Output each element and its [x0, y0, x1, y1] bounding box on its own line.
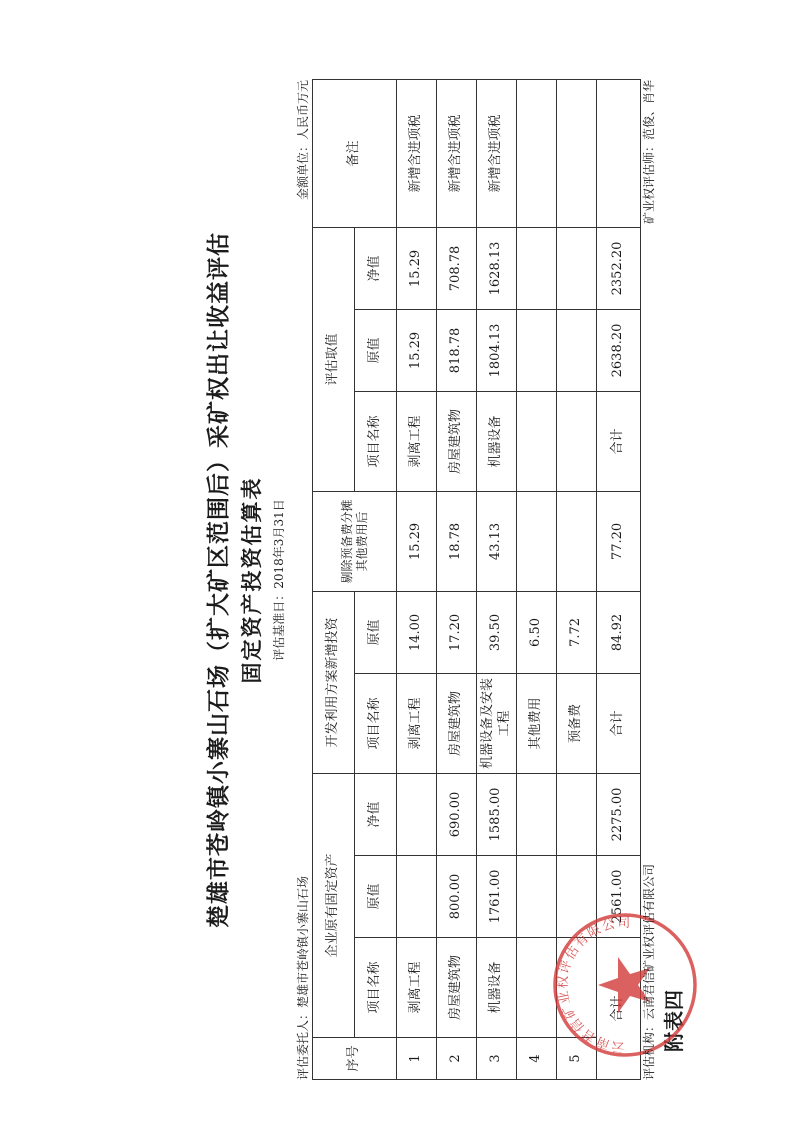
header-deducted-original	[313, 491, 397, 591]
row-ev-net: 1628.13	[477, 227, 517, 309]
document-sheet	[120, 80, 700, 1080]
document-subtitle: 固定资产投资估算表	[239, 476, 264, 684]
row-ev-net	[557, 227, 597, 309]
total-remark	[597, 79, 641, 227]
row-seq: 5	[557, 1038, 597, 1080]
row-ex-net: 690.00	[437, 773, 477, 855]
row-remark	[557, 79, 597, 227]
total-label: 合计	[597, 938, 641, 1080]
table-row	[437, 79, 477, 1079]
row-ev-orig	[517, 309, 557, 391]
header-ex-net: 净值	[355, 773, 397, 855]
row-seq: 1	[397, 1038, 437, 1080]
row-seq: 3	[477, 1038, 517, 1080]
total-ev-label: 合计	[597, 391, 641, 491]
row-ex-name: 房屋建筑物	[437, 938, 477, 1038]
header-ev-net: 净值	[355, 227, 397, 309]
header-ex-name: 项目名称	[355, 938, 397, 1038]
appendix-label: 附表四	[662, 989, 686, 1052]
header-new-investment: 开发利用方案新增投资	[313, 591, 355, 773]
row-ev-name	[557, 391, 597, 491]
total-new-orig: 84.92	[597, 591, 641, 673]
document-title: 楚雄市苍岭镇小寨山石场（扩大矿区范围后）采矿权出让收益评估	[205, 232, 232, 928]
header-new-orig: 原值	[355, 591, 397, 673]
total-ev-orig: 2638.20	[597, 309, 641, 391]
client-name: 评估委托人：楚雄市苍岭镇小寨山石场	[296, 875, 310, 1080]
amount-unit: 金额单位：人民币万元	[296, 80, 310, 201]
header-ev-orig: 原值	[355, 309, 397, 391]
row-deduct-orig: 43.13	[477, 491, 517, 591]
row-deduct-orig	[557, 491, 597, 591]
row-ev-name	[517, 391, 557, 491]
row-ev-name: 机器设备	[477, 391, 517, 491]
row-ev-name: 房屋建筑物	[437, 391, 477, 491]
row-ex-net	[517, 773, 557, 855]
row-new-name: 机器设备及安装工程	[477, 673, 517, 773]
row-new-orig: 39.50	[477, 591, 517, 673]
row-ex-net	[557, 773, 597, 855]
row-ev-orig: 15.29	[397, 309, 437, 391]
row-ex-name: 剥离工程	[397, 938, 437, 1038]
row-deduct-orig	[517, 491, 557, 591]
header-ev-name: 项目名称	[355, 391, 397, 491]
header-row-1	[313, 79, 355, 1079]
header-remark: 备注	[313, 79, 397, 227]
row-ev-orig	[557, 309, 597, 391]
row-ex-net	[397, 773, 437, 855]
row-ev-net	[517, 227, 557, 309]
row-new-orig: 14.00	[397, 591, 437, 673]
row-seq: 4	[517, 1038, 557, 1080]
row-deduct-orig: 18.78	[437, 491, 477, 591]
row-ex-orig: 800.00	[437, 856, 477, 938]
row-ex-name: 机器设备	[477, 938, 517, 1038]
total-ex-orig: 2561.00	[597, 856, 641, 938]
row-remark: 新增含进项税	[397, 79, 437, 227]
row-new-orig: 7.72	[557, 591, 597, 673]
header-ex-orig: 原值	[355, 856, 397, 938]
total-new-label: 合计	[597, 673, 641, 773]
header-evaluation: 评估取值	[313, 227, 355, 491]
total-ev-net: 2352.20	[597, 227, 641, 309]
row-seq: 2	[437, 1038, 477, 1080]
table-row	[477, 79, 517, 1079]
row-new-name: 剥离工程	[397, 673, 437, 773]
row-remark: 新增含进项税	[477, 79, 517, 227]
row-remark	[517, 79, 557, 227]
row-new-name: 其他费用	[517, 673, 557, 773]
evaluation-date: 评估基准日：2018年3月31日	[272, 499, 286, 661]
company-seal-icon	[550, 910, 700, 1060]
table-row	[397, 79, 437, 1079]
row-new-orig: 6.50	[517, 591, 557, 673]
row-ex-net: 1585.00	[477, 773, 517, 855]
total-ex-net: 2275.00	[597, 773, 641, 855]
row-new-name: 房屋建筑物	[437, 673, 477, 773]
row-ev-name: 剥离工程	[397, 391, 437, 491]
row-ev-orig: 1804.13	[477, 309, 517, 391]
row-ev-net: 708.78	[437, 227, 477, 309]
row-deduct-orig: 15.29	[397, 491, 437, 591]
row-ev-net: 15.29	[397, 227, 437, 309]
header-deducted-label: 剔除预备费分摊其他费用后	[339, 499, 369, 584]
row-new-name: 预备费	[557, 673, 597, 773]
svg-text:云南君信矿业权评估有限公司: 云南君信矿业权评估有限公司	[555, 915, 632, 1055]
row-ev-orig: 818.78	[437, 309, 477, 391]
row-remark: 新增含进项税	[437, 79, 477, 227]
total-deduct-orig: 77.20	[597, 491, 641, 591]
header-existing-assets: 企业原有固定资产	[313, 773, 355, 1037]
footer-agency: 评估机构：云南君信矿业权评估有限公司	[642, 863, 656, 1080]
row-new-orig: 17.20	[437, 591, 477, 673]
footer-appraisers: 矿业权评估师：范俊、肖华	[642, 80, 656, 225]
header-new-name: 项目名称	[355, 673, 397, 773]
header-seq: 序号	[313, 1038, 397, 1080]
row-ex-orig: 1761.00	[477, 856, 517, 938]
row-ex-orig	[397, 856, 437, 938]
